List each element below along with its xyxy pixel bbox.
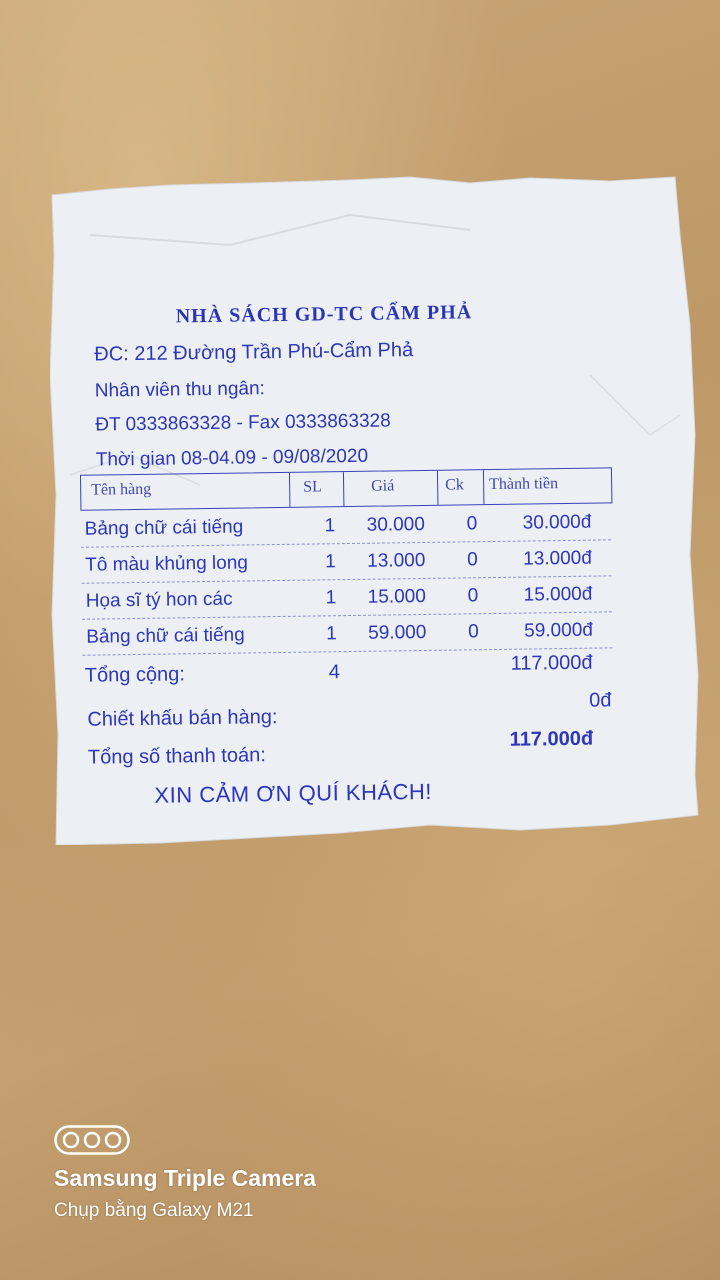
total-label: Tổng cộng: <box>84 663 185 687</box>
item-name: Tô màu khủng long <box>85 552 249 576</box>
header-discount: Ck <box>445 476 464 494</box>
header-divider <box>343 472 344 506</box>
header-divider <box>437 471 438 505</box>
discount-value: 0đ <box>589 689 612 712</box>
item-name: Bảng chữ cái tiếng <box>84 516 244 540</box>
header-total: Thành tiền <box>489 475 559 494</box>
header-price: Giá <box>371 477 395 495</box>
receipt-content <box>46 170 705 849</box>
receipt <box>50 175 700 845</box>
phone-fax: ĐT 0333863328 - Fax 0333863328 <box>95 410 391 436</box>
total-value: 117.000đ <box>510 651 593 675</box>
item-qty: 1 <box>325 587 337 609</box>
camera-lens-icon <box>54 1125 130 1155</box>
item-qty: 1 <box>324 515 336 537</box>
item-price: 30.000 <box>366 513 425 536</box>
item-discount: 0 <box>468 621 479 643</box>
item-name: Bảng chữ cái tiếng <box>86 624 245 648</box>
payable-label: Tổng số thanh toán: <box>87 744 266 769</box>
shop-name: NHÀ SÁCH GD-TC CẨM PHẢ <box>175 301 473 328</box>
item-price: 13.000 <box>367 549 426 572</box>
discount-label: Chiết khấu bán hàng: <box>87 706 278 731</box>
item-discount: 0 <box>467 549 478 571</box>
payable-value: 117.000đ <box>509 727 594 751</box>
item-discount: 0 <box>467 585 479 607</box>
table-header <box>80 467 612 510</box>
camera-watermark-title: Samsung Triple Camera <box>54 1165 317 1191</box>
header-divider <box>483 470 484 504</box>
receipt-time: Thời gian 08-04.09 - 09/08/2020 <box>95 445 369 471</box>
thank-you-message: XIN CẢM ƠN QUÍ KHÁCH! <box>154 778 433 808</box>
item-total: 59.000đ <box>524 619 594 642</box>
item-qty: 1 <box>326 623 337 645</box>
item-qty: 1 <box>325 551 336 573</box>
camera-watermark-subtitle: Chụp bằng Galaxy M21 <box>54 1200 254 1221</box>
header-divider <box>289 473 290 507</box>
item-price: 15.000 <box>367 585 426 608</box>
item-total: 30.000đ <box>522 511 592 534</box>
item-total: 15.000đ <box>523 583 593 606</box>
header-qty: SL <box>303 478 322 496</box>
total-qty: 4 <box>328 661 341 684</box>
shop-address: ĐC: 212 Đường Trần Phú-Cẩm Phả <box>94 339 414 366</box>
header-name: Tên hàng <box>91 480 152 499</box>
item-total: 13.000đ <box>523 547 593 570</box>
item-price: 59.000 <box>368 621 427 644</box>
cashier-label: Nhân viên thu ngân: <box>94 378 266 402</box>
item-discount: 0 <box>466 513 478 535</box>
item-name: Họa sĩ tý hon các <box>85 588 233 612</box>
